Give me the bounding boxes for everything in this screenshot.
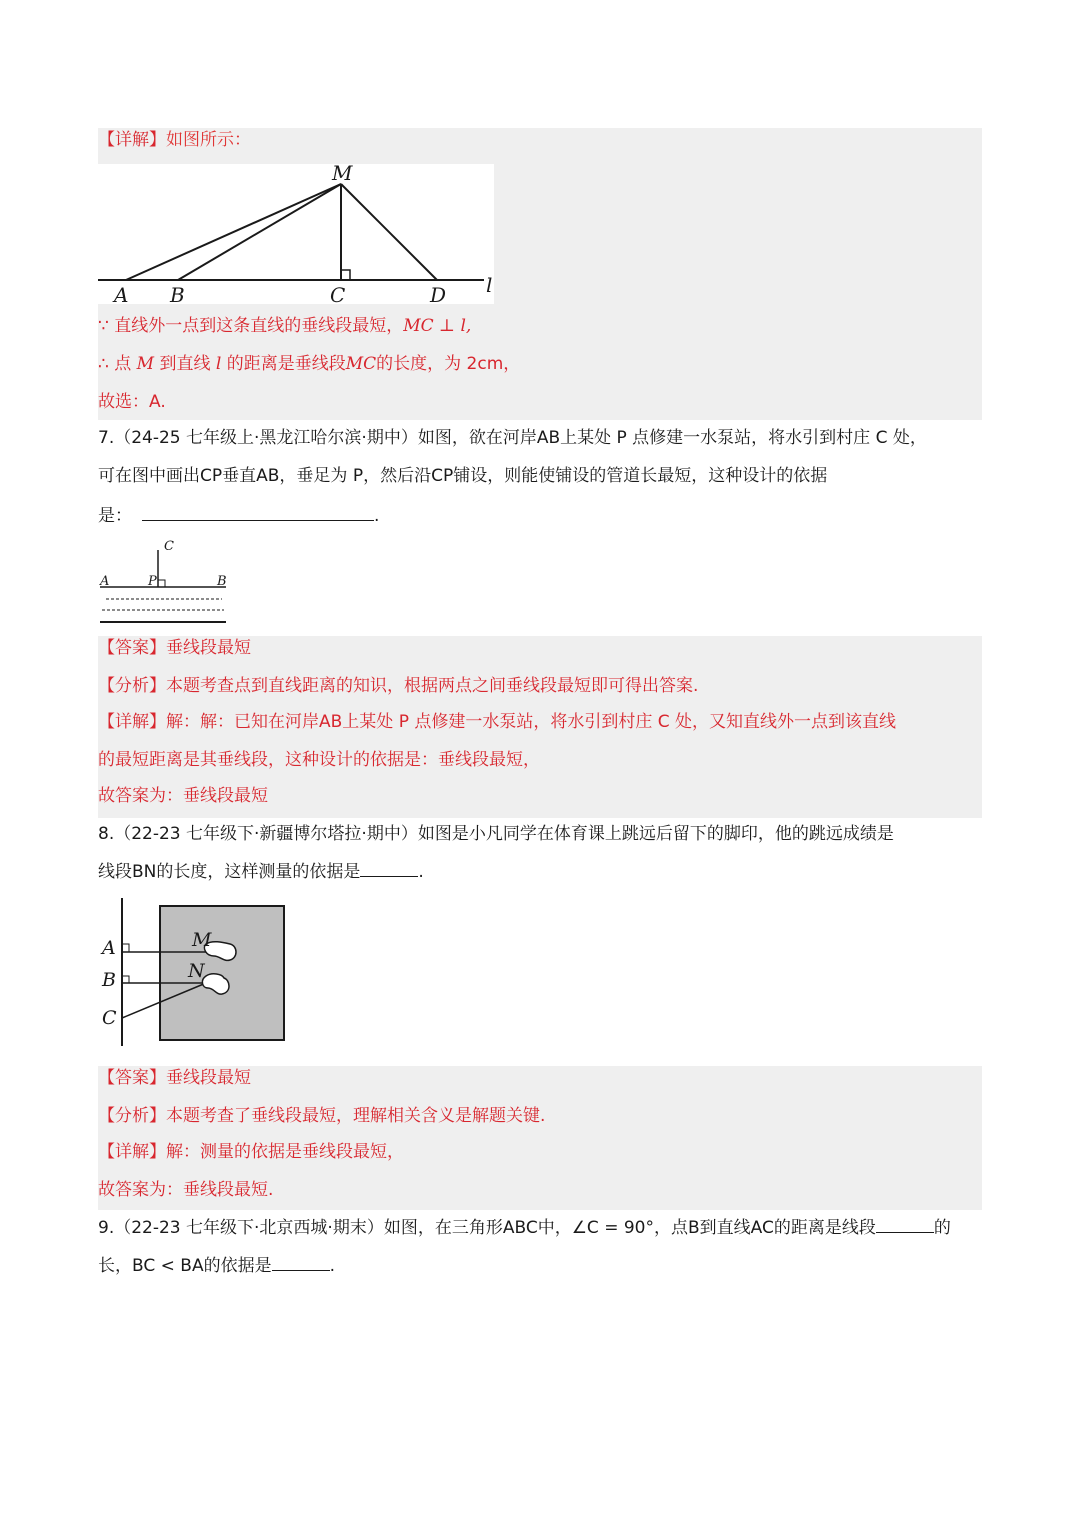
label-M: M	[192, 929, 212, 951]
q7-detail3: 故答案为：垂线段最短	[98, 786, 268, 806]
label-B: B	[102, 969, 116, 991]
q7-detail1	[98, 710, 896, 734]
q7-stem3-end: .	[374, 506, 380, 526]
q9-stem-line2	[98, 1252, 335, 1278]
q7-answer	[98, 636, 251, 660]
segment-MA	[126, 184, 341, 280]
q8-answer-block	[98, 1066, 982, 1210]
label-C: C	[330, 283, 346, 304]
answer-tag: 【答案】	[98, 1068, 166, 1088]
q8-detail1	[98, 1140, 404, 1164]
q6-detail-heading	[98, 128, 251, 152]
q9-stem1-text: 9.（22-23 七年级下·北京西城·期末）如图，在三角形ABC中，∠C = 90°，点B到直线AC的距离是线段	[98, 1218, 876, 1238]
q6-line1-math: MC ⊥ l,	[403, 316, 472, 336]
answer-blank	[142, 502, 374, 521]
q8-detail2: 故答案为：垂线段最短.	[98, 1180, 274, 1200]
answer-blank	[360, 858, 418, 877]
segment-MD	[341, 184, 437, 280]
q6-line3: 故选：A.	[98, 392, 166, 412]
label-M: M	[332, 164, 353, 185]
q8-answer	[98, 1066, 251, 1090]
q7-analysis	[98, 674, 698, 698]
q7-stem3-text: 是：	[98, 506, 132, 526]
q7-stem	[98, 426, 982, 532]
label-N: N	[188, 960, 205, 982]
q6-line2-c: 的距离是垂线段	[221, 354, 346, 374]
q8-analysis	[98, 1104, 545, 1128]
q7-figure	[98, 536, 238, 628]
label-l: l	[486, 273, 493, 297]
segment-MB	[178, 184, 341, 280]
q6-detail-block	[98, 128, 982, 420]
detail-tag: 【详解】	[98, 712, 166, 732]
detail-tag: 【详解】	[98, 130, 166, 150]
detail-text: 如图所示：	[166, 130, 251, 150]
q7-detail2: 的最短距离是其垂线段，这种设计的依据是：垂线段最短，	[98, 750, 540, 770]
q8-stem-line2	[98, 858, 424, 884]
q9-stem2-end: .	[329, 1256, 335, 1276]
right-angle-mark-B	[122, 976, 129, 983]
label-C: C	[164, 539, 174, 554]
q6-line2	[98, 352, 520, 376]
label-B: B	[170, 283, 185, 304]
answer-text: 垂线段最短	[166, 638, 251, 658]
q8-stem2-end: .	[418, 862, 424, 882]
q6-line2-MC: MC	[345, 354, 377, 374]
q8-stem-line1: 8.（22-23 七年级下·新疆博尔塔拉·期中）如图是小凡同学在体育课上跳远后留下的脚印，他的跳远成绩是	[98, 824, 894, 844]
answer-text: 垂线段最短	[166, 1068, 251, 1088]
analysis-text: 本题考查点到直线距离的知识，根据两点之间垂线段最短即可得出答案.	[166, 676, 699, 696]
analysis-tag: 【分析】	[98, 1106, 166, 1126]
q9-stem	[98, 1214, 982, 1282]
q6-line2-a: ∴ 点	[98, 354, 137, 374]
label-A: A	[100, 574, 110, 589]
q8-stem	[98, 822, 982, 890]
q7-stem-line1: 7.（24-25 七年级上·黑龙江哈尔滨·期中）如图，欲在河岸AB上某处 P 点修建一水泵站，将水引到村庄 C 处，	[98, 428, 927, 448]
label-A: A	[102, 937, 116, 959]
q6-line2-d: 的长度，为 2cm，	[376, 354, 521, 374]
label-P: P	[148, 574, 157, 589]
label-A: A	[114, 283, 129, 304]
q8-stem2-text: 线段BN的长度，这样测量的依据是	[98, 862, 361, 882]
analysis-text: 本题考查了垂线段最短，理解相关含义是解题关键.	[166, 1106, 546, 1126]
q7-stem-line2: 可在图中画出CP垂直AB，垂足为 P，然后沿CP铺设，则能使铺设的管道长最短，这种设计的依据	[98, 466, 828, 486]
q7-stem-line3	[98, 502, 379, 528]
detail-text-1: 解：测量的依据是垂线段最短，	[166, 1142, 404, 1162]
label-D: D	[430, 283, 447, 304]
q6-line2-M: M	[136, 354, 155, 374]
detail-tag: 【详解】	[98, 1142, 166, 1162]
answer-blank	[272, 1252, 330, 1271]
q6-line2-l: l	[215, 354, 222, 374]
q6-figure	[98, 164, 494, 304]
right-angle-mark	[158, 580, 165, 587]
q6-line1-text: ∵ 直线外一点到这条直线的垂线段最短，	[98, 316, 404, 336]
label-C: C	[102, 1007, 117, 1029]
q8-figure	[98, 896, 290, 1050]
q9-stem1-end: 的	[933, 1218, 951, 1238]
q7-answer-block	[98, 636, 982, 818]
sand-pit	[160, 906, 284, 1040]
right-angle-mark-A	[122, 944, 129, 952]
q6-line2-b: 到直线	[154, 354, 216, 374]
q9-stem2-text: 长，BC < BA的依据是	[98, 1256, 272, 1276]
detail-text-1: 解：解：已知在河岸AB上某处 P 点修建一水泵站，将水引到村庄 C 处，又知直线外一点到该直线	[166, 712, 897, 732]
label-B: B	[217, 574, 227, 589]
analysis-tag: 【分析】	[98, 676, 166, 696]
answer-blank	[876, 1214, 934, 1233]
q9-stem-line1	[98, 1214, 951, 1240]
right-angle-mark	[341, 270, 350, 280]
q6-line1	[98, 314, 471, 338]
answer-tag: 【答案】	[98, 638, 166, 658]
